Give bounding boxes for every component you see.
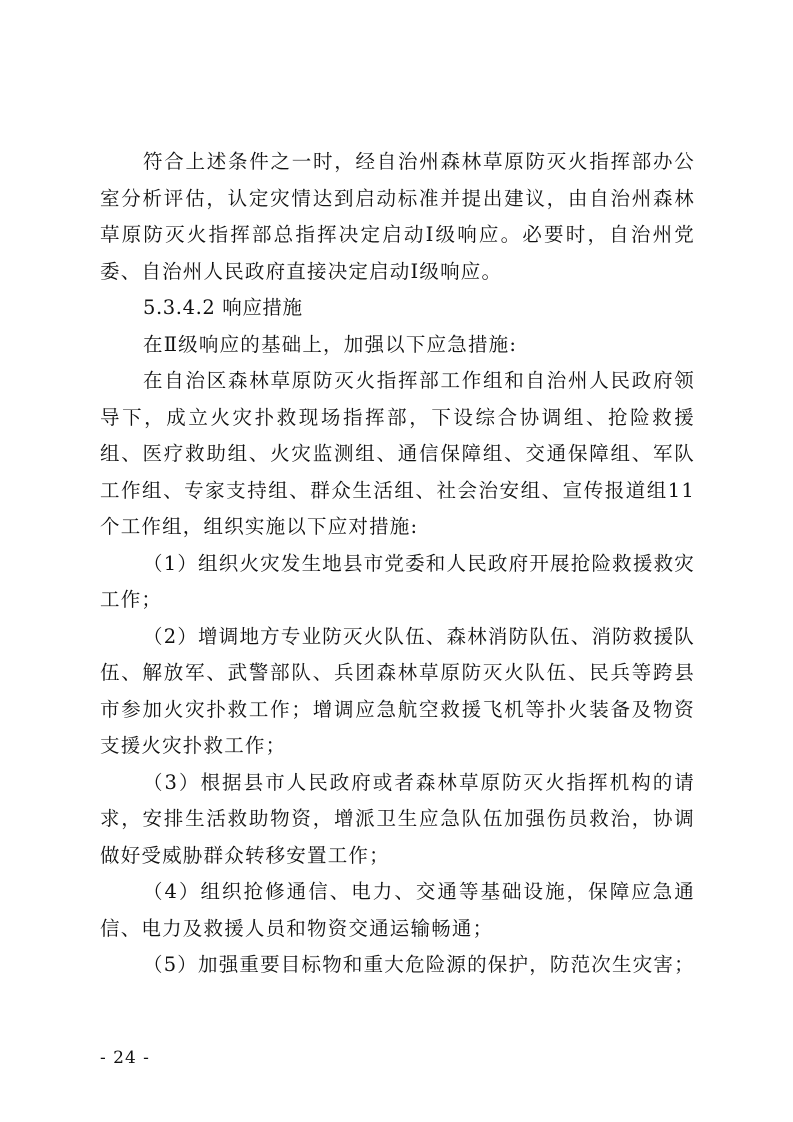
paragraph-intro-measures: 在Ⅱ级响应的基础上，加强以下应急措施: [143,332,518,356]
section-heading-5-3-4-2: 5.3.4.2 响应措施 [143,296,303,319]
list-item-measure-4: （4）组织抢修通信、电力、交通等基础设施，保障应急通信、电力及救援人员和物资交通运输畅通； [100,880,695,940]
paragraph-command-setup: 在自治区森林草原防灭火指挥部工作组和自治州人民政府领导下，成立火灾扑救现场指挥部，下设综合协调组、抢险救援组、医疗救助组、火灾监测组、通信保障组、交通保障组、军队工作组、专家支持组、群众生活组、社会治安组、宣传报道组11个工作组，组织实施以下应对措施: [100,369,695,538]
page-number: - 24 - [100,1048,150,1068]
list-item-measure-2: （2）增调地方专业防灭火队伍、森林消防队伍、消防救援队伍、解放军、武警部队、兵团森林草原防灭火队伍、民兵等跨县市参加火灾扑救工作；增调应急航空救援飞机等扑火装备及物资支援火灾扑救工作； [100,624,695,757]
list-item-measure-5: （5）加强重要目标物和重大危险源的保护，防范次生灾害； [143,953,695,976]
document-body [100,144,695,984]
list-item-measure-3: （3）根据县市人民政府或者森林草原防灭火指挥机构的请求，安排生活救助物资，增派卫生应急队伍加强伤员救治，协调做好受威胁群众转移安置工作； [100,770,695,867]
paragraph-level1-activation: 符合上述条件之一时，经自治州森林草原防灭火指挥部办公室分析评估，认定灾情达到启动标准并提出建议，由自治州森林草原防灭火指挥部总指挥决定启动Ⅰ级响应。必要时，自治州党委、自治州人民政府直接决定启动Ⅰ级响应。 [100,150,695,283]
list-item-measure-1: （1）组织火灾发生地县市党委和人民政府开展抢险救援救灾工作； [100,551,695,611]
